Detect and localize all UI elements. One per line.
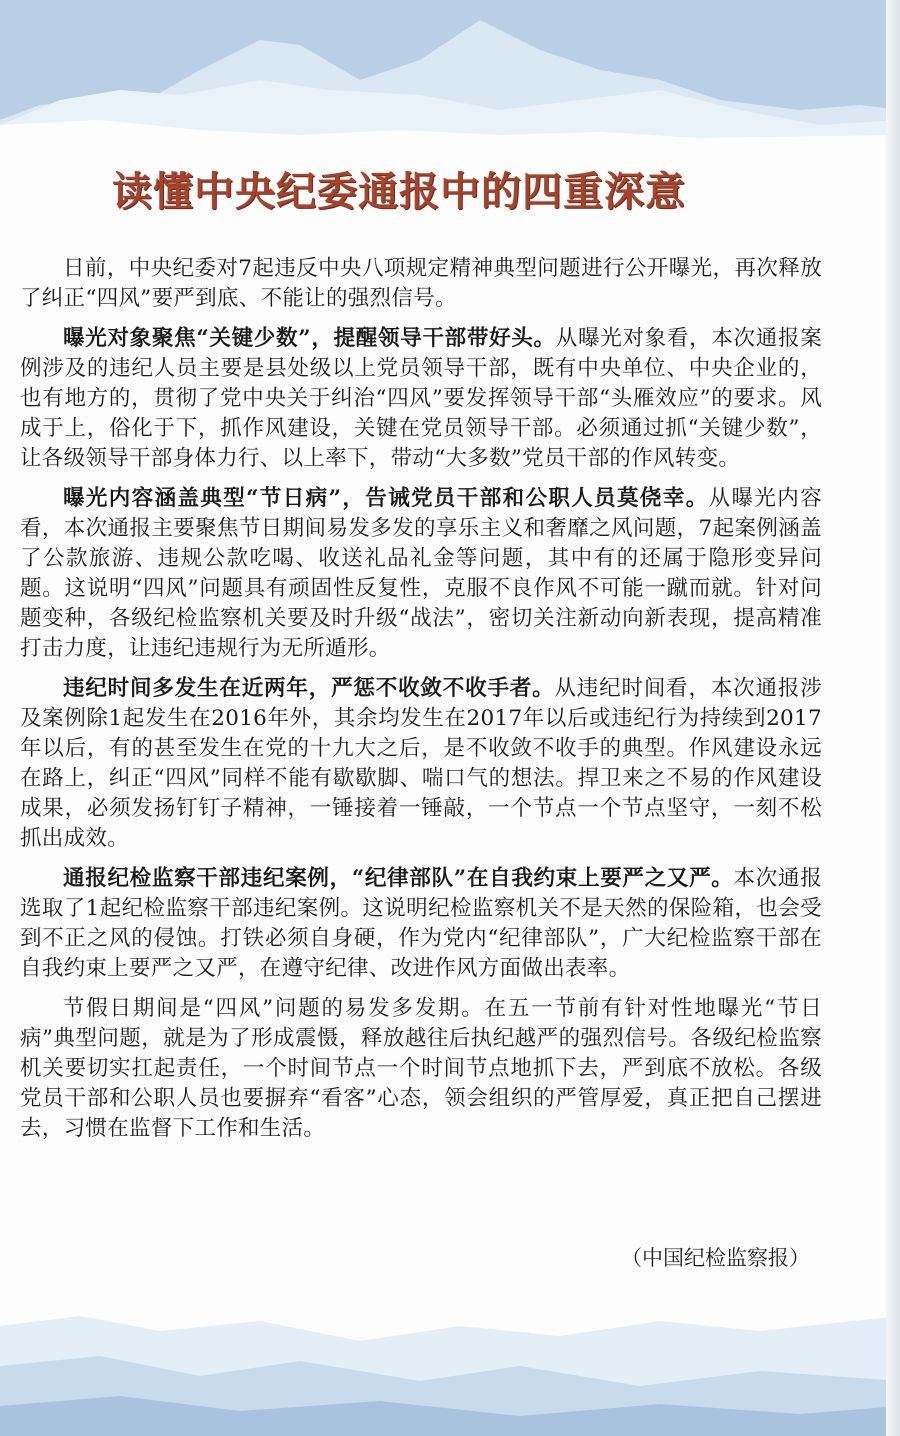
article-source: （中国纪检监察报） bbox=[621, 1246, 810, 1270]
paragraph-2 bbox=[20, 324, 822, 474]
paragraph-lead: 曝光内容涵盖典型“节日病”，告诫党员干部和公职人员莫侥幸。 bbox=[63, 486, 709, 511]
paragraph-1 bbox=[20, 254, 822, 314]
paragraph-text: 节假日期间是“四风”问题的易发多发期。在五一节前有针对性地曝光“节日病”典型问题，就是为了形成震慑，释放越往后执纪越严的强烈信号。各级纪检监察机关要切实扛起责任，一个时间节点一个时间节点地抓下去，严到底不放松。各级党员干部和公职人员也要摒弃“看客”心态，领会组织的严管厚爱，真正把自己摆进去，习惯在监督下工作和生活。 bbox=[20, 996, 822, 1141]
mountain-footer-decoration bbox=[0, 1286, 900, 1436]
paragraph-5 bbox=[20, 864, 822, 984]
paragraph-6 bbox=[20, 994, 822, 1144]
paragraph-4 bbox=[20, 674, 822, 854]
paragraph-text: 日前，中央纪委对7起违反中央八项规定精神典型问题进行公开曝光，再次释放了纠正“四风”要严到底、不能让的强烈信号。 bbox=[20, 256, 822, 311]
paragraph-text: 从违纪时间看，本次通报涉及案例除1起发生在2016年外，其余均发生在2017年以后或违纪行为持续到2017年以后，有的甚至发生在党的十九大之后，是不收敛不收手的典型。作风建设永远在路上，纠正“四风”同样不能有歇歇脚、喘口气的想法。捍卫来之不易的作风建设成果，必须发扬钉钉子精神，一锤接着一锤敲，一个节点一个节点坚守，一刻不松抓出成效。 bbox=[20, 676, 822, 851]
page-edge-shadow bbox=[886, 0, 900, 1436]
mountain-header-decoration bbox=[0, 0, 900, 140]
paragraph-text: 从曝光内容看，本次通报主要聚焦节日期间易发多发的享乐主义和奢靡之风问题，7起案例涵盖了公款旅游、违规公款吃喝、收送礼品礼金等问题，其中有的还属于隐形变异问题。这说明“四风”问题具有顽固性反复性，克服不良作风不可能一蹴而就。针对问题变种，各级纪检监察机关要及时升级“战法”，密切关注新动向新表现，提高精准打击力度，让违纪违规行为无所遁形。 bbox=[20, 486, 822, 661]
paragraph-lead: 违纪时间多发生在近两年，严惩不收敛不收手者。 bbox=[63, 676, 555, 701]
article-title: 读懂中央纪委通报中的四重深意 bbox=[112, 168, 686, 215]
paragraph-text: 本次通报选取了1起纪检监察干部违纪案例。这说明纪检监察机关不是天然的保险箱，也会受到不正之风的侵蚀。打铁必须自身硬，作为党内“纪律部队”，广大纪检监察干部在自我约束上要严之又严，在遵守纪律、改进作风方面做出表率。 bbox=[20, 866, 822, 981]
paragraph-text: 从曝光对象看，本次通报案例涉及的违纪人员主要是县处级以上党员领导干部，既有中央单位、中央企业的，也有地方的，贯彻了党中央关于纠治“四风”要发挥领导干部“头雁效应”的要求。风成于上，俗化于下，抓作风建设，关键在党员领导干部。必须通过抓“关键少数”，让各级领导干部身体力行、以上率下，带动“大多数”党员干部的作风转变。 bbox=[20, 326, 822, 471]
paragraph-lead: 曝光对象聚焦“关键少数”，提醒领导干部带好头。 bbox=[63, 326, 556, 351]
paragraph-3 bbox=[20, 484, 822, 664]
article-body bbox=[20, 254, 822, 1154]
paragraph-lead: 通报纪检监察干部违纪案例，“纪律部队”在自我约束上要严之又严。 bbox=[63, 866, 734, 891]
